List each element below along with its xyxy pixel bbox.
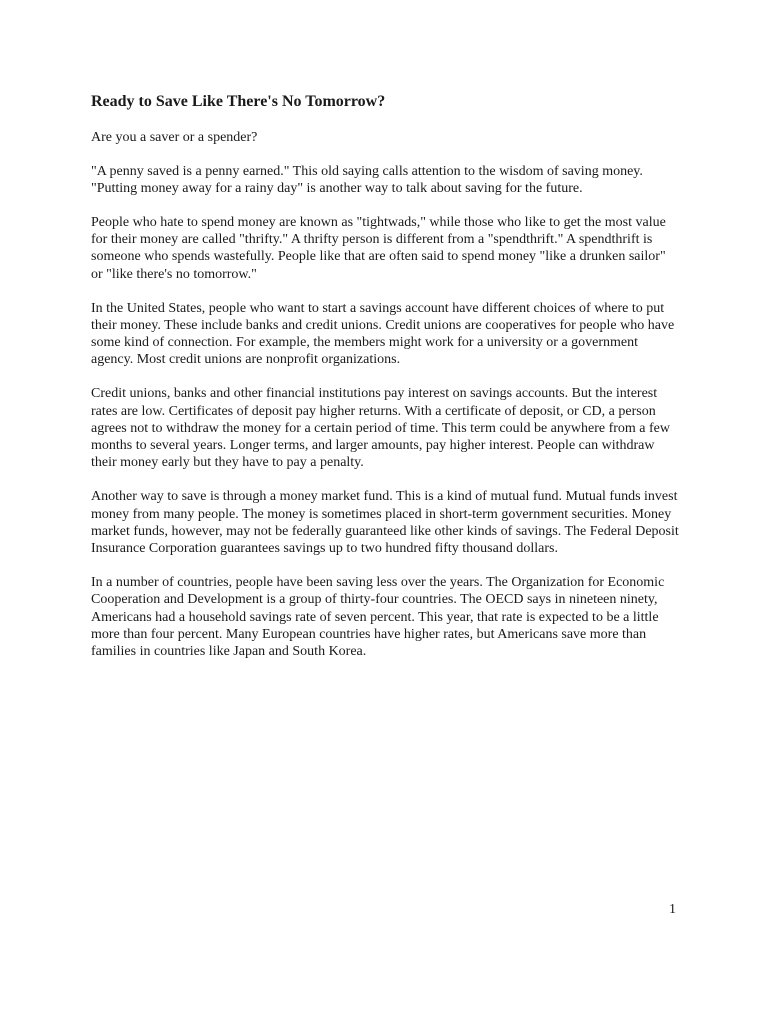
paragraph-penny-saved: "A penny saved is a penny earned." This old saying calls attention to the wisdom of saving money. "Putting money away for a rainy day" is another way to talk about saving for the future. xyxy=(91,163,643,197)
paragraph-tightwads: People who hate to spend money are known as "tightwads," while those who like to get the most value for their money are called "thrifty." A thrifty person is different from a "spendthrift." A spendthrift is someone who spends wastefully. People like that are often said to spend money "like a drunken sailor" or "like there's no tomorrow." xyxy=(91,214,666,282)
document-title: Ready to Save Like There's No Tomorrow? xyxy=(91,93,386,110)
paragraph-money-market: Another way to save is through a money market fund. This is a kind of mutual fund. Mutual funds invest money from many people. The money is sometimes placed in short-term government securities. Money market funds, however, may not be federally guaranteed like other kinds of savings. The Federal Deposit Insurance Corporation guarantees savings up to two hundred fifty thousand dollars. xyxy=(91,489,679,557)
document-body xyxy=(91,129,679,677)
paragraph-savings-choices: In the United States, people who want to start a savings account have different choices of where to put their money. These include banks and credit unions. Credit unions are cooperatives for people who have some kind of connection. For example, the members might work for a university or a government agency. Most credit unions are nonprofit organizations. xyxy=(91,300,675,368)
paragraph-oecd-rates: In a number of countries, people have been saving less over the years. The Organization for Economic Cooperation and Development is a group of thirty-four countries. The OECD says in nineteen ninety, Americans had a household savings rate of seven percent. This year, that rate is expected to be a little more than four percent. Many European countries have higher rates, but Americans save more than families in countries like Japan and South Korea. xyxy=(91,574,665,660)
paragraph-interest-cds: Credit unions, banks and other financial institutions pay interest on savings accounts. But the interest rates are low. Certificates of deposit pay higher returns. With a certificate of deposit, or CD, a person agrees not to withdraw the money for a certain period of time. This term could be anywhere from a few months to several years. Longer terms, and larger amounts, pay higher interest. People can withdraw their money early but they have to pay a penalty. xyxy=(91,386,670,471)
page-number: 1 xyxy=(669,902,676,917)
paragraph-intro-question: Are you a saver or a spender? xyxy=(91,130,258,145)
